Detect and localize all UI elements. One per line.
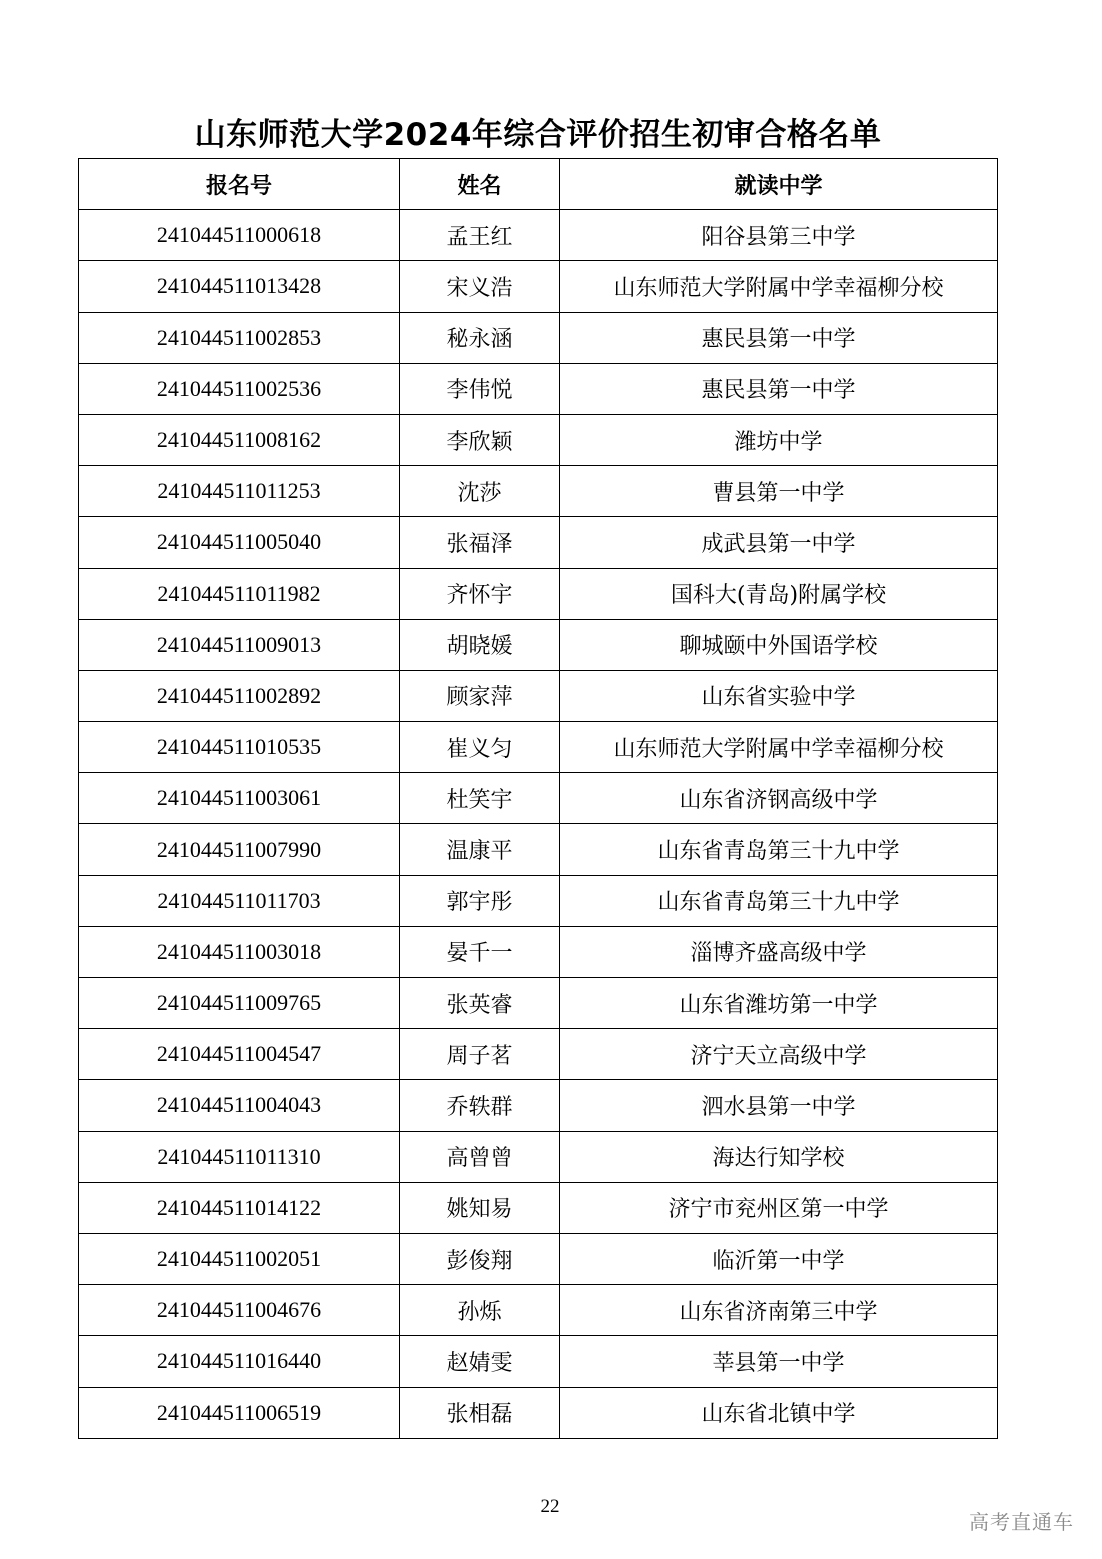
school-cell: 海达行知学校 — [560, 1131, 998, 1182]
name-cell: 张英睿 — [400, 978, 560, 1029]
name-cell: 姚知易 — [400, 1182, 560, 1233]
name-cell: 赵婧雯 — [400, 1336, 560, 1387]
name-cell: 孟王红 — [400, 210, 560, 261]
school-cell: 山东省北镇中学 — [560, 1387, 998, 1438]
name-cell: 乔轶群 — [400, 1080, 560, 1131]
table-row — [79, 414, 998, 465]
registration-number-cell: 241044511002051 — [79, 1233, 400, 1284]
registration-number-cell: 241044511002892 — [79, 670, 400, 721]
name-cell: 秘永涵 — [400, 312, 560, 363]
name-cell: 张福泽 — [400, 517, 560, 568]
registration-number-cell: 241044511011982 — [79, 568, 400, 619]
table-row — [79, 1387, 998, 1438]
name-cell: 顾家萍 — [400, 670, 560, 721]
school-cell: 淄博齐盛高级中学 — [560, 926, 998, 977]
table-row — [79, 1336, 998, 1387]
header-school: 就读中学 — [560, 159, 998, 210]
registration-number-cell: 241044511006519 — [79, 1387, 400, 1438]
school-cell: 山东师范大学附属中学幸福柳分校 — [560, 722, 998, 773]
school-cell: 聊城颐中外国语学校 — [560, 619, 998, 670]
registration-number-cell: 241044511011310 — [79, 1131, 400, 1182]
name-cell: 齐怀宇 — [400, 568, 560, 619]
name-cell: 晏千一 — [400, 926, 560, 977]
table-row — [79, 978, 998, 1029]
name-cell: 高曾曾 — [400, 1131, 560, 1182]
school-cell: 山东省青岛第三十九中学 — [560, 824, 998, 875]
registration-number-cell: 241044511013428 — [79, 261, 400, 312]
table-row — [79, 1233, 998, 1284]
registration-number-cell: 241044511010535 — [79, 722, 400, 773]
admission-list-table — [78, 158, 998, 1439]
watermark: 高考直通车 — [969, 1510, 1074, 1534]
table-row — [79, 926, 998, 977]
table-row — [79, 1029, 998, 1080]
registration-number-cell: 241044511007990 — [79, 824, 400, 875]
table-row — [79, 312, 998, 363]
name-cell: 李欣颖 — [400, 414, 560, 465]
school-cell: 济宁市兖州区第一中学 — [560, 1182, 998, 1233]
school-cell: 成武县第一中学 — [560, 517, 998, 568]
name-cell: 李伟悦 — [400, 363, 560, 414]
table-row — [79, 619, 998, 670]
school-cell: 泗水县第一中学 — [560, 1080, 998, 1131]
table-row — [79, 210, 998, 261]
registration-number-cell: 241044511009765 — [79, 978, 400, 1029]
registration-number-cell: 241044511011703 — [79, 875, 400, 926]
name-cell: 沈莎 — [400, 466, 560, 517]
school-cell: 山东师范大学附属中学幸福柳分校 — [560, 261, 998, 312]
school-cell: 惠民县第一中学 — [560, 363, 998, 414]
school-cell: 曹县第一中学 — [560, 466, 998, 517]
table-row — [79, 1080, 998, 1131]
registration-number-cell: 241044511002536 — [79, 363, 400, 414]
registration-number-cell: 241044511004676 — [79, 1285, 400, 1336]
table-row — [79, 1285, 998, 1336]
table-row — [79, 773, 998, 824]
name-cell: 温康平 — [400, 824, 560, 875]
table-row — [79, 824, 998, 875]
registration-number-cell: 241044511009013 — [79, 619, 400, 670]
school-cell: 山东省青岛第三十九中学 — [560, 875, 998, 926]
table-header-row — [79, 159, 998, 210]
registration-number-cell: 241044511011253 — [79, 466, 400, 517]
registration-number-cell: 241044511004547 — [79, 1029, 400, 1080]
name-cell: 彭俊翔 — [400, 1233, 560, 1284]
table-row — [79, 722, 998, 773]
table-row — [79, 670, 998, 721]
school-cell: 山东省济南第三中学 — [560, 1285, 998, 1336]
name-cell: 孙烁 — [400, 1285, 560, 1336]
registration-number-cell: 241044511003018 — [79, 926, 400, 977]
table-row — [79, 261, 998, 312]
school-cell: 临沂第一中学 — [560, 1233, 998, 1284]
registration-number-cell: 241044511004043 — [79, 1080, 400, 1131]
name-cell: 胡晓媛 — [400, 619, 560, 670]
registration-number-cell: 241044511002853 — [79, 312, 400, 363]
table-row — [79, 363, 998, 414]
school-cell: 潍坊中学 — [560, 414, 998, 465]
registration-number-cell: 241044511000618 — [79, 210, 400, 261]
table-row — [79, 517, 998, 568]
school-cell: 国科大(青岛)附属学校 — [560, 568, 998, 619]
name-cell: 崔义匀 — [400, 722, 560, 773]
school-cell: 山东省济钢高级中学 — [560, 773, 998, 824]
school-cell: 山东省潍坊第一中学 — [560, 978, 998, 1029]
table-row — [79, 1182, 998, 1233]
registration-number-cell: 241044511008162 — [79, 414, 400, 465]
school-cell: 山东省实验中学 — [560, 670, 998, 721]
school-cell: 惠民县第一中学 — [560, 312, 998, 363]
page-title: 山东师范大学2024年综合评价招生初审合格名单 — [194, 117, 882, 153]
name-cell: 杜笑宇 — [400, 773, 560, 824]
table-row — [79, 1131, 998, 1182]
name-cell: 宋义浩 — [400, 261, 560, 312]
name-cell: 郭宇彤 — [400, 875, 560, 926]
name-cell: 周子茗 — [400, 1029, 560, 1080]
school-cell: 阳谷县第三中学 — [560, 210, 998, 261]
registration-number-cell: 241044511016440 — [79, 1336, 400, 1387]
header-registration-number: 报名号 — [79, 159, 400, 210]
header-name: 姓名 — [400, 159, 560, 210]
page-number: 22 — [540, 1496, 560, 1517]
table-row — [79, 875, 998, 926]
registration-number-cell: 241044511005040 — [79, 517, 400, 568]
registration-number-cell: 241044511014122 — [79, 1182, 400, 1233]
school-cell: 济宁天立高级中学 — [560, 1029, 998, 1080]
table-row — [79, 568, 998, 619]
school-cell: 莘县第一中学 — [560, 1336, 998, 1387]
registration-number-cell: 241044511003061 — [79, 773, 400, 824]
table-row — [79, 466, 998, 517]
name-cell: 张相磊 — [400, 1387, 560, 1438]
